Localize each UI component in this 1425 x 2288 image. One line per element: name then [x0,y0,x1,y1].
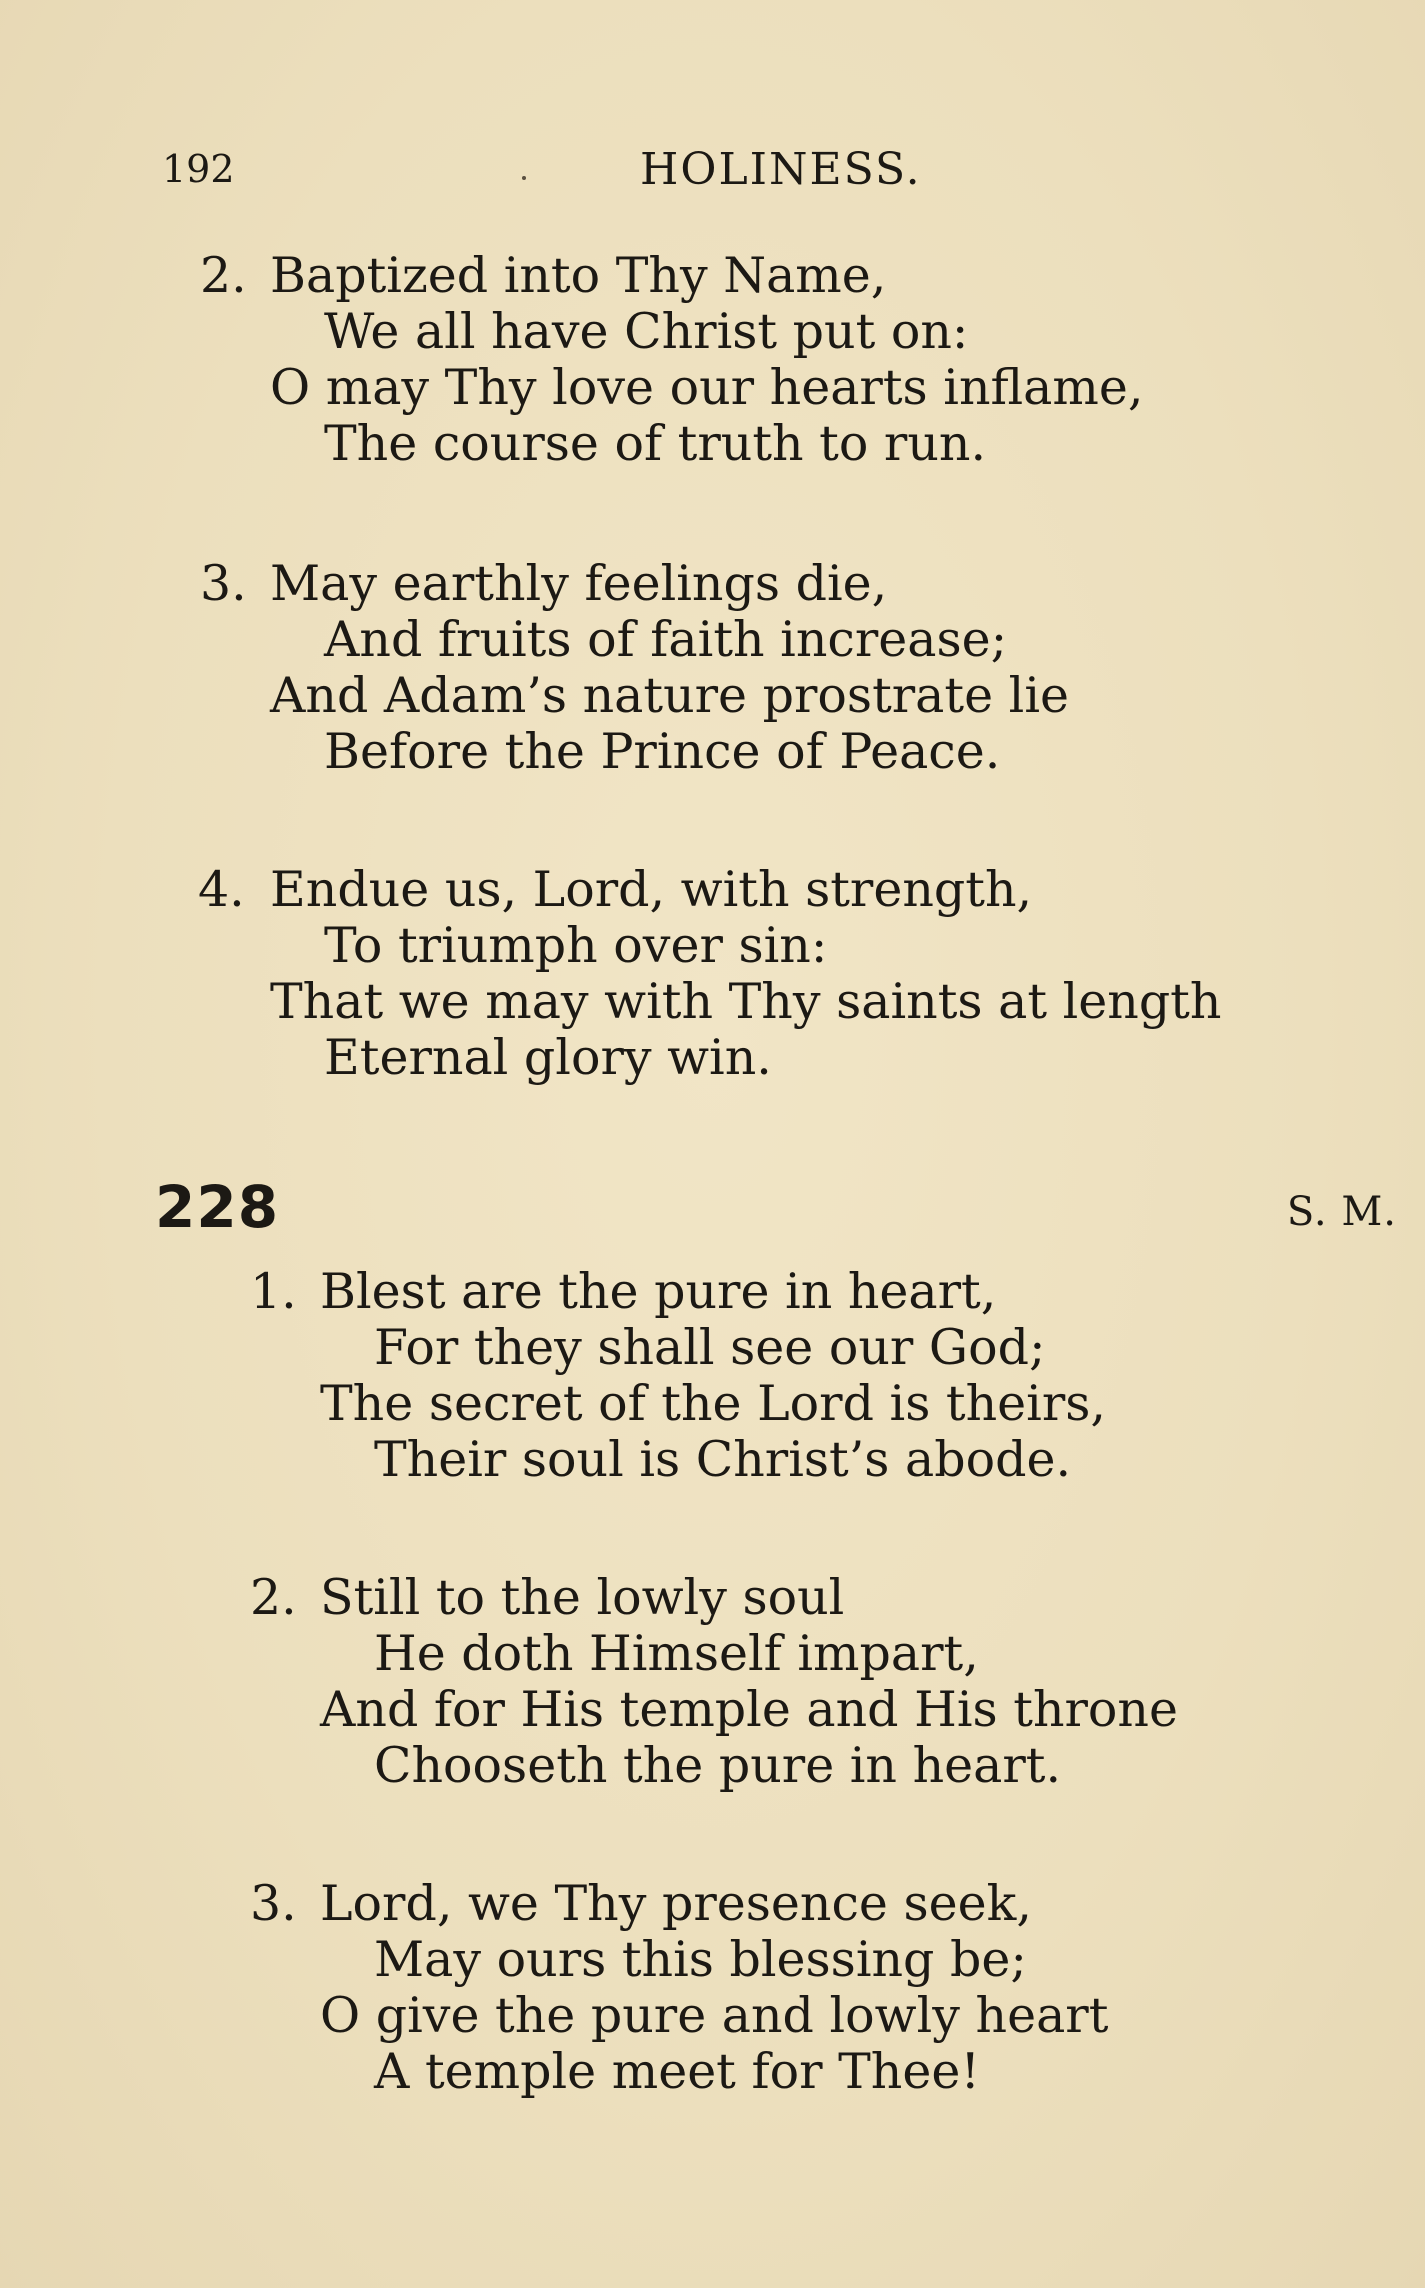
hymn-228-verse-1 [250,1263,1106,1488]
verse-line: May ours this blessing be; [374,1931,1027,1988]
verse-number: 3. [250,1875,297,1932]
running-title: HOLINESS. [640,144,922,195]
verse-line: Still to the lowly soul [320,1569,845,1626]
hymn-meter: S. M. [1286,1189,1397,1235]
verse-line: And Adam’s nature prostrate lie [270,667,1070,724]
verse-line: Baptized into Thy Name, [270,247,887,304]
verse-line: We all have Christ put on: [324,303,969,360]
verse-line: And for His temple and His throne [320,1681,1178,1738]
header-dot [522,176,526,180]
verse-line: Before the Prince of Peace. [324,723,1001,780]
verse-line: He doth Himself impart, [374,1625,979,1682]
verse-line: That we may with Thy saints at length [270,973,1222,1030]
hymn-number: 228 [155,1173,280,1241]
verse-line: Chooseth the pure in heart. [374,1737,1062,1794]
verse-number: 4. [198,861,245,918]
verse-line: O may Thy love our hearts inflame, [270,359,1144,416]
verse-line: And fruits of faith increase; [324,611,1008,668]
page-number: 192 [162,147,235,191]
verse-line: The secret of the Lord is theirs, [320,1375,1106,1432]
verse-line: Lord, we Thy presence seek, [320,1875,1032,1932]
verse-line: Eternal glory win. [324,1029,772,1086]
verse-line: O give the pure and lowly heart [320,1987,1109,2044]
hymn-227-verse-4 [198,861,1222,1086]
hymn-227-verse-2 [200,247,1144,472]
verse-line: To triumph over sin: [324,917,828,974]
verse-line: For they shall see our God; [374,1319,1046,1376]
hymn-228-verse-3 [250,1875,1109,2100]
hymn-228-verse-2 [250,1569,1178,1794]
verse-number: 2. [200,247,247,304]
verse-line: Endue us, Lord, with strength, [270,861,1033,918]
verse-line: Their soul is Christ’s abode. [374,1431,1072,1488]
verse-line: Blest are the pure in heart, [320,1263,997,1320]
verse-number: 2. [250,1569,297,1626]
verse-number: 1. [250,1263,297,1320]
verse-line: May earthly feelings die, [270,555,888,612]
verse-line: The course of truth to run. [324,415,987,472]
hymn-227-verse-3 [200,555,1070,780]
verse-number: 3. [200,555,247,612]
verse-line: A temple meet for Thee! [374,2043,981,2100]
